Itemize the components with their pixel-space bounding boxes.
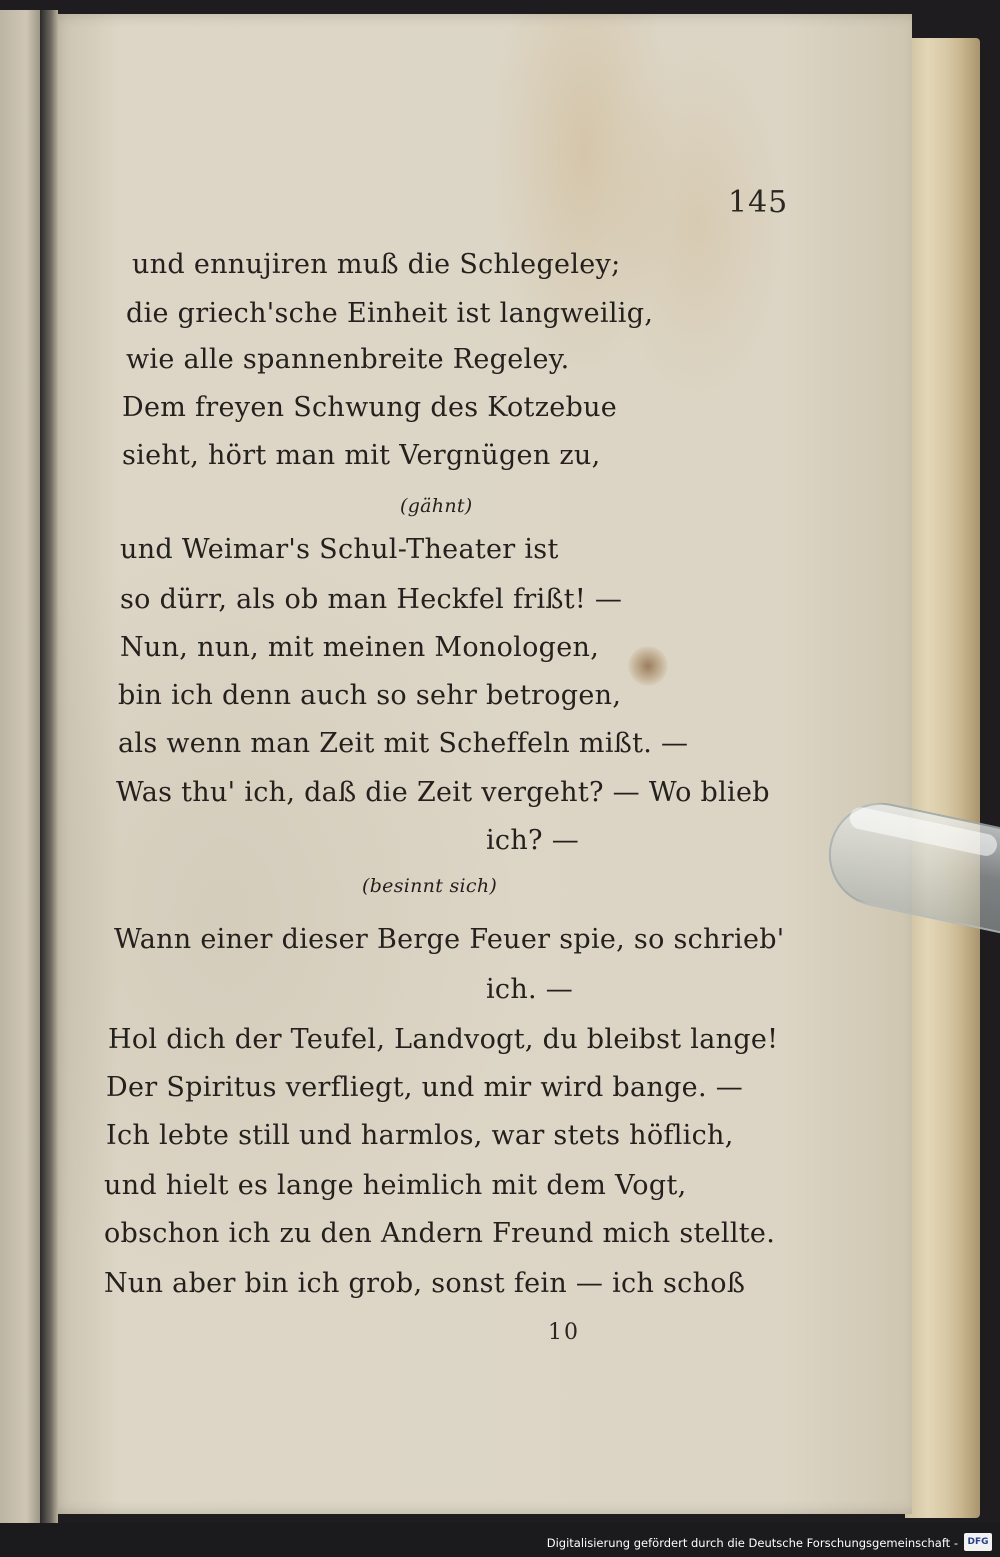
text-line: Hol dich der Teufel, Landvogt, du bleibst lange! [108, 1024, 779, 1055]
paper-stain [628, 646, 668, 686]
previous-page-edge [0, 10, 44, 1530]
text-line: wie alle spannenbreite Regeley. [126, 344, 570, 375]
text-line: Nun aber bin ich grob, sonst fein — ich schoß [104, 1268, 746, 1299]
text-line: bin ich denn auch so sehr betrogen, [118, 680, 622, 711]
text-line-continuation: ich. — [486, 974, 574, 1005]
text-line: Ich lebte still und harmlos, war stets höflich, [106, 1120, 734, 1151]
signature-number: 10 [548, 1320, 580, 1345]
page-number: 145 [728, 185, 789, 220]
stage-direction: (besinnt sich) [362, 875, 498, 897]
text-line-continuation: ich? — [486, 825, 580, 856]
text-line: sieht, hört man mit Vergnügen zu, [122, 440, 601, 471]
text-line: Was thu' ich, daß die Zeit vergeht? — Wo blieb [116, 777, 770, 808]
text-line: und Weimar's Schul-Theater ist [120, 534, 559, 565]
dfg-logo-icon: DFG [964, 1533, 992, 1551]
text-line: und hielt es lange heimlich mit dem Vogt, [104, 1170, 687, 1201]
stage-direction: (gähnt) [400, 495, 473, 517]
credit-bar [0, 1523, 1000, 1557]
text-line: Dem freyen Schwung des Kotzebue [122, 392, 618, 423]
page-edge-stack [905, 38, 980, 1518]
text-line: als wenn man Zeit mit Scheffeln mißt. — [118, 728, 689, 759]
text-line: obschon ich zu den Andern Freund mich stellte. [104, 1218, 776, 1249]
funding-credit: Digitalisierung gefördert durch die Deutsche Forschungsgemeinschaft - [546, 1536, 958, 1550]
text-line: Der Spiritus verfliegt, und mir wird bange. — [106, 1072, 744, 1103]
text-line: die griech'sche Einheit ist langweilig, [126, 298, 654, 329]
text-line: Wann einer dieser Berge Feuer spie, so schrieb' [114, 924, 785, 955]
text-line: Nun, nun, mit meinen Monologen, [120, 632, 600, 663]
text-line: und ennujiren muß die Schlegeley; [132, 249, 621, 280]
book-spine [40, 10, 58, 1525]
text-line: so dürr, als ob man Heckfel frißt! — [120, 584, 623, 615]
